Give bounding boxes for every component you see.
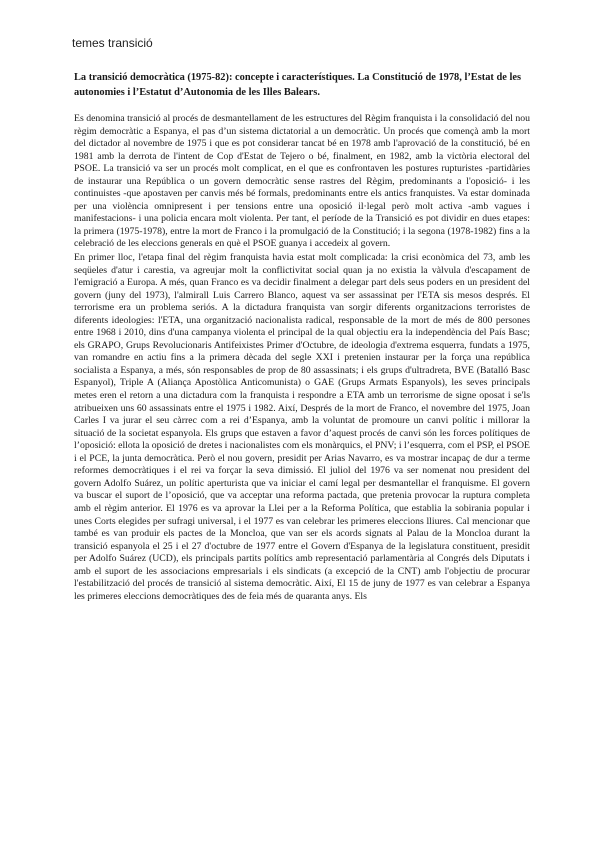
page-header: temes transició (72, 36, 153, 50)
document-body (74, 113, 530, 604)
paragraph-intro: Es denomina transició al procés de desmantellament de les estructures del Règim franquista i la consolidació del nou règim democràtic a Espanya, el pas d’un sistema dictatorial a un democràtic. Un procés que començà amb la mort del dictador al novembre de 1975 i que es pot considerar tancat bé en 1978 amb l'aprovació de la constitució, bé en 1981 amb la derrota de l'intent de Cop d'Estat de Tejero o bé, finalment, en 1982, amb la victòria electoral del PSOE. La transició va ser un procés molt complicat, en el que es confrontaven les postures rupturistes -partidàries de instaurar una República o un govern democràtic sense rastres del Règim, predominants a l'oposició- i les continuistes -que apostaven per canvis més bé formals, predominants entre els antics franquistes. Va estar dominada per una violència omnipresent i per tensions entre una oposició il·legal però molt activa -amb vagues i manifestacions- i una policia encara molt violenta. Per tant, el període de la Transició es pot dividir en dues etapes: la primera (1975-1978), entre la mort de Franco i la promulgació de la Constitució; i la segona (1978-1982) fins a la celebració de les eleccions generals en què el PSOE guanya i accedeix al govern. (74, 113, 530, 250)
paragraph-first-stage: En primer lloc, l'etapa final del règim franquista havia estat molt complicada: la crisi econòmica del 73, amb les seqüeles d'atur i carestia, va agreujar molt la conflictivitat social quan ja no existia la vàlvula d'escapament de l'emigració a Europa. A més, quan Franco es va decidir finalment a delegar part dels seus poders en un president del govern (juny del 1973), l'almirall Luis Carrero Blanco, aquest va ser assassinat per l'ETA sis mesos després. El terrorisme era un problema seriós. A la dictadura franquista van sorgir diferents organitzacions terroristes de diferents ideologies: l'ETA, una organització nacionalista radical, responsable de la mort de més de 800 persones entre 1968 i 2010, dins d'una campanya violenta el principal de la qual objectiu era la independència del País Basc; els GRAPO, Grups Revolucionaris Antifeixistes Primer d'Octubre, de ideologia d'extrema esquerra, fundats a 1975, van romandre en actiu fins a la primera dècada del segle XXI i pretenien instaurar per la força una república socialista a Espanya, a més, són responsables de prop de 80 assassinats; i els grups d'ultradreta, BVE (Batalló Basc Espanyol), Triple A (Aliança Apostòlica Anticomunista) o GAE (Grups Armats Espanyols), les seves principals metes eren el retorn a una dictadura com la franquista i respondre a ETA amb un terrorisme de signe oposat i se'ls atribueixen uns 60 assassinats entre el 1975 i 1982. Així, Després de la mort de Franco, el novembre del 1975, Joan Carles I va jurar el seu càrrec com a rei d’Espanya, amb la voluntat de promoure un canvi polític i millorar la situació de la societat espanyola. Els grups que estaven a favor d’aquest procés de canvi són les forces polítiques de l’oposició: ellota la oposició de dretes i nacionalistes com els monàrquics, el PNV; i l’esquerra, com el PSP, el PSOE i el PCE, la junta democràtica. Però el nou govern, presidit per Arias Navarro, es va mostrar incapaç de dur a terme reformes democràtiques i el rei va forçar la seva dimissió. El juliol del 1976 va ser nomenat nou president del govern Adolfo Suárez, un polític aperturista que va iniciar el camí legal per desmantellar el franquisme. El govern va buscar el suport de l’oposició, que va acceptar una reforma pactada, que pretenia provocar la ruptura completa amb el règim anterior. El 1976 es va aprovar la Llei per a la Reforma Política, que establia la sobirania popular i unes Corts elegides per sufragi universal, i el 1977 es van celebrar les primeres eleccions lliures. Cal mencionar que també es van produir els pactes de la Moncloa, que van ser els acords signats al Palau de la Moncloa durant la transició espanyola el 25 i el 27 d'octubre de 1977 entre el Govern d'Espanya de la legislatura constituent, presidit per Adolfo Suárez (UCD), els principals partits polítics amb representació parlamentària al Congrés dels Diputats i amb el suport de les associacions empresarials i els sindicats (a excepció de la CNT) amb l'objectiu de procurar l'estabilització del procés de transició al sistema democràtic. Així, El 15 de juny de 1977 es van celebrar a Espanya les primeres eleccions democràtiques des de feia més de quaranta anys. Els (74, 252, 530, 602)
document-title: La transició democràtica (1975-82): concepte i característiques. La Constitució de 1978, l’Estat de les autonomies i l’Estatut d’Autonomia de les Illes Balears. (74, 72, 522, 98)
